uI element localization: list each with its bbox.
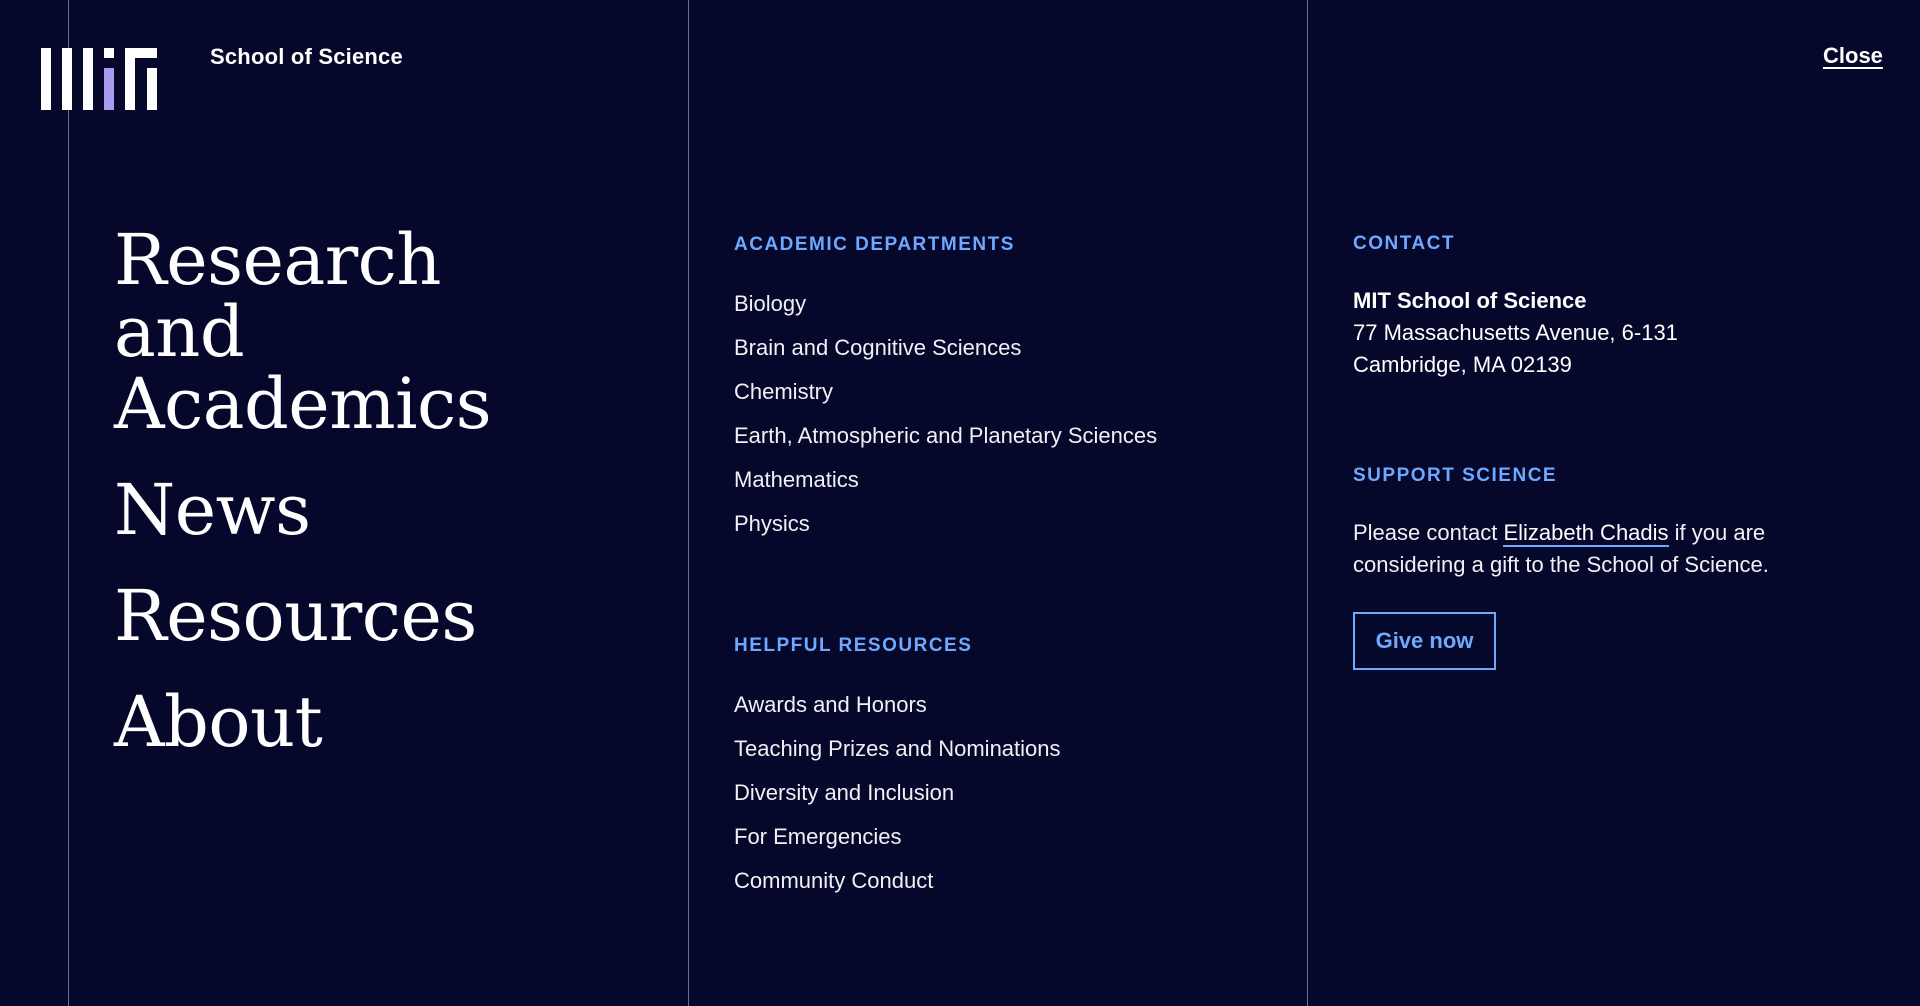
department-link[interactable]: Earth, Atmospheric and Planetary Sciences <box>734 423 1158 448</box>
resource-link[interactable]: For Emergencies <box>734 824 902 849</box>
department-link[interactable]: Physics <box>734 511 810 536</box>
department-link[interactable]: Mathematics <box>734 467 859 492</box>
support-contact-link[interactable]: Elizabeth Chadis <box>1503 520 1669 545</box>
main-nav-resources[interactable]: Resources <box>114 575 477 657</box>
support-text-after: if you are considering a gift to the School of Science. <box>1353 520 1769 577</box>
helpful-resources-list <box>734 683 1061 903</box>
contact-heading: CONTACT <box>1353 233 1455 254</box>
resource-link[interactable]: Awards and Honors <box>734 692 927 717</box>
column-divider <box>68 0 69 1006</box>
support-text <box>1353 517 1823 581</box>
main-nav <box>114 219 574 792</box>
resource-link[interactable]: Teaching Prizes and Nominations <box>734 736 1061 761</box>
main-nav-news[interactable]: News <box>114 469 311 551</box>
academic-departments-list <box>734 282 1157 546</box>
department-link[interactable]: Brain and Cognitive Sciences <box>734 335 1022 360</box>
department-link[interactable]: Biology <box>734 291 807 316</box>
department-link[interactable]: Chemistry <box>734 379 834 404</box>
support-science-heading: SUPPORT SCIENCE <box>1353 465 1558 486</box>
site-name[interactable]: School of Science <box>210 44 403 69</box>
contact-address-line1: 77 Massachusetts Avenue, 6-131 <box>1353 320 1678 345</box>
column-divider <box>688 0 689 1006</box>
contact-address <box>1353 285 1678 381</box>
support-text-before: Please contact <box>1353 520 1504 545</box>
resource-link[interactable]: Community Conduct <box>734 868 934 893</box>
column-divider <box>1307 0 1308 1006</box>
resource-link[interactable]: Diversity and Inclusion <box>734 780 955 805</box>
give-now-button[interactable]: Give now <box>1353 612 1496 670</box>
close-button[interactable]: Close <box>1823 43 1883 68</box>
mit-logo-icon[interactable] <box>41 48 161 112</box>
academic-departments-heading: ACADEMIC DEPARTMENTS <box>734 234 1015 255</box>
contact-address-line2: Cambridge, MA 02139 <box>1353 352 1572 377</box>
contact-org-name: MIT School of Science <box>1353 288 1587 313</box>
helpful-resources-heading: HELPFUL RESOURCES <box>734 635 973 656</box>
main-nav-about[interactable]: About <box>114 681 323 763</box>
main-nav-research-and-academics[interactable]: Research and Academics <box>114 219 492 445</box>
